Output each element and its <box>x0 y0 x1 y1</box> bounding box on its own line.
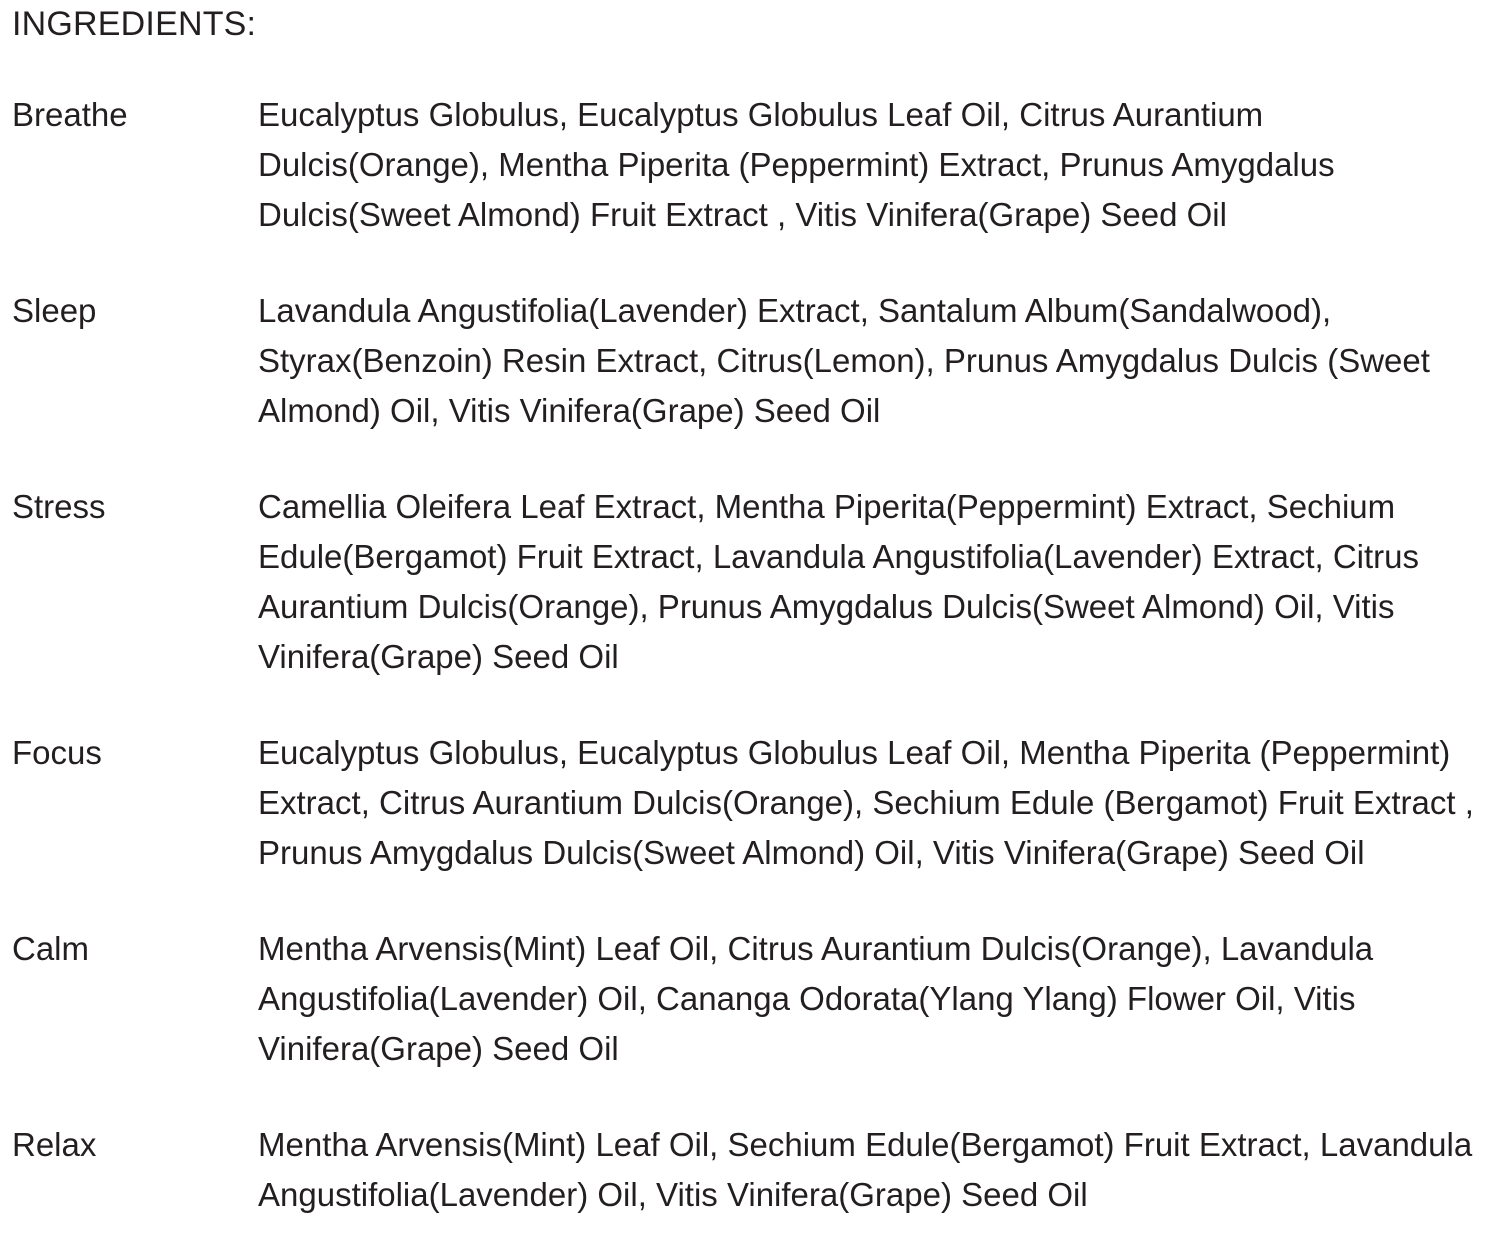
ingredient-group-label: Stress <box>12 488 106 525</box>
ingredient-group-text: Eucalyptus Globulus, Eucalyptus Globulus Leaf Oil, Mentha Piperita (Peppermint) Extract, Citrus Aurantium Dulcis(Orange), Sechium Edule (Bergamot) Fruit Extract , Prunus Amygdalus Dulcis(Sweet Almond) Oil, Vitis Vinifera(Grape) Seed Oil <box>258 734 1474 871</box>
page-title: INGREDIENTS: <box>12 5 257 43</box>
list-item <box>8 482 1492 682</box>
list-item <box>8 1120 1492 1220</box>
ingredient-group-label: Sleep <box>12 292 97 329</box>
ingredient-group-text: Camellia Oleifera Leaf Extract, Mentha Piperita(Peppermint) Extract, Sechium Edule(Bergamot) Fruit Extract, Lavandula Angustifolia(Lavender) Extract, Citrus Aurantium Dulcis(Orange), Prunus Amygdalus Dulcis(Sweet Almond) Oil, Vitis Vinifera(Grape) Seed Oil <box>258 488 1420 675</box>
list-item <box>8 924 1492 1074</box>
ingredient-group-text: Lavandula Angustifolia(Lavender) Extract, Santalum Album(Sandalwood), Styrax(Benzoin) Resin Extract, Citrus(Lemon), Prunus Amygdalus Dulcis (Sweet Almond) Oil, Vitis Vinifera(Grape) Seed Oil <box>258 292 1430 429</box>
ingredient-group-label: Relax <box>12 1126 97 1163</box>
ingredients-list <box>8 90 1492 1220</box>
ingredient-group-text: Mentha Arvensis(Mint) Leaf Oil, Sechium Edule(Bergamot) Fruit Extract, Lavandula Angustifolia(Lavender) Oil, Vitis Vinifera(Grape) Seed Oil <box>258 1126 1473 1213</box>
ingredient-group-text: Eucalyptus Globulus, Eucalyptus Globulus Leaf Oil, Citrus Aurantium Dulcis(Orange), Mentha Piperita (Peppermint) Extract, Prunus Amygdalus Dulcis(Sweet Almond) Fruit Extract , Vitis Vinifera(Grape) Seed Oil <box>258 96 1335 233</box>
list-item <box>8 90 1492 240</box>
ingredient-group-label: Focus <box>12 734 102 771</box>
list-item <box>8 286 1492 436</box>
list-item <box>8 728 1492 878</box>
ingredient-group-label: Calm <box>12 930 90 967</box>
ingredient-group-text: Mentha Arvensis(Mint) Leaf Oil, Citrus Aurantium Dulcis(Orange), Lavandula Angustifolia(Lavender) Oil, Cananga Odorata(Ylang Ylang) Flower Oil, Vitis Vinifera(Grape) Seed Oil <box>258 930 1374 1067</box>
ingredient-group-label: Breathe <box>12 96 128 133</box>
